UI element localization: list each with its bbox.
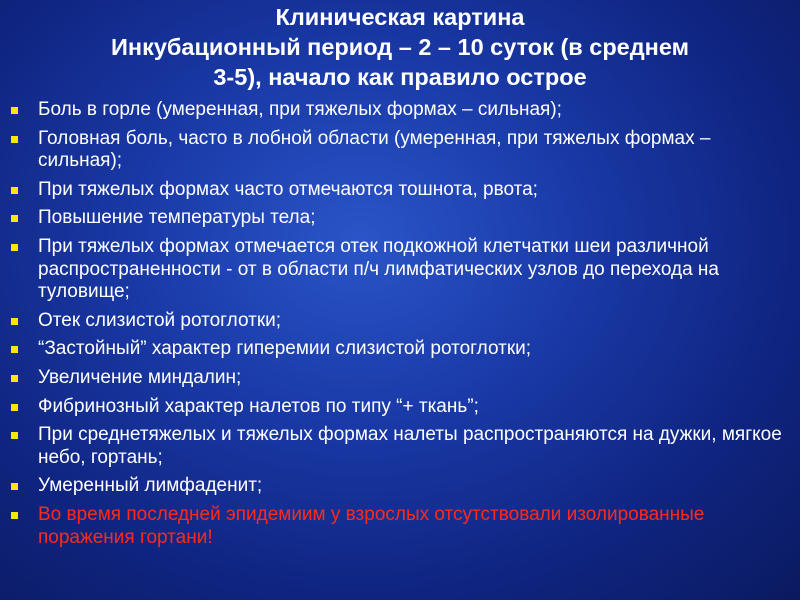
list-item-text: “Застойный” характер гиперемии слизистой ротоглотки; [38,338,532,360]
list-item [0,179,800,202]
list-item-highlighted [0,504,800,549]
list-item [0,396,800,419]
square-bullet-icon [11,512,18,519]
title-line: Клиническая картина [275,4,525,30]
list-item-text: Увеличение миндалин; [38,366,242,388]
list-item-text: Головная боль, часто в лобной области (умеренная, при тяжелых формах – сильная); [38,127,711,172]
square-bullet-icon [11,136,18,143]
list-item [0,424,800,469]
list-item-text: Во время последней эпидемиим у взрослых отсутствовали изолированные поражения гортани! [38,503,705,548]
square-bullet-icon [11,318,18,325]
list-item-text: Умеренный лимфаденит; [38,475,263,497]
list-item [0,99,800,122]
square-bullet-icon [11,346,18,353]
list-item-text: Фибринозный характер налетов по типу “+ ткань”; [38,395,479,417]
square-bullet-icon [11,244,18,251]
list-item [0,475,800,498]
square-bullet-icon [11,404,18,411]
list-item-text: Отек слизистой ротоглотки; [38,309,282,331]
list-item-text: Повышение температуры тела; [38,207,316,229]
square-bullet-icon [11,432,18,439]
list-item [0,338,800,361]
title-line: 3-5), начало как правило острое [213,64,587,90]
square-bullet-icon [11,215,18,222]
square-bullet-icon [11,187,18,194]
title-line: Инкубационный период – 2 – 10 суток (в среднем [110,34,690,60]
list-item-text: При тяжелых формах отмечается отек подкожной клетчатки шеи различной распространенности - от в области п/ч лимфатических узлов до перехода на туловище; [38,235,719,303]
list-item [0,236,800,304]
list-item [0,207,800,230]
list-item [0,128,800,173]
square-bullet-icon [11,107,18,114]
slide-title [20,2,780,92]
bullet-list [0,99,800,555]
square-bullet-icon [11,375,18,382]
list-item [0,310,800,333]
list-item-text: При тяжелых формах часто отмечаются тошнота, рвота; [38,178,538,200]
list-item-text: При среднетяжелых и тяжелых формах налеты распространяются на дужки, мягкое небо, гортань; [38,424,782,468]
list-item [0,367,800,390]
square-bullet-icon [11,483,18,490]
list-item-text: Боль в горле (умеренная, при тяжелых формах – сильная); [38,99,562,120]
